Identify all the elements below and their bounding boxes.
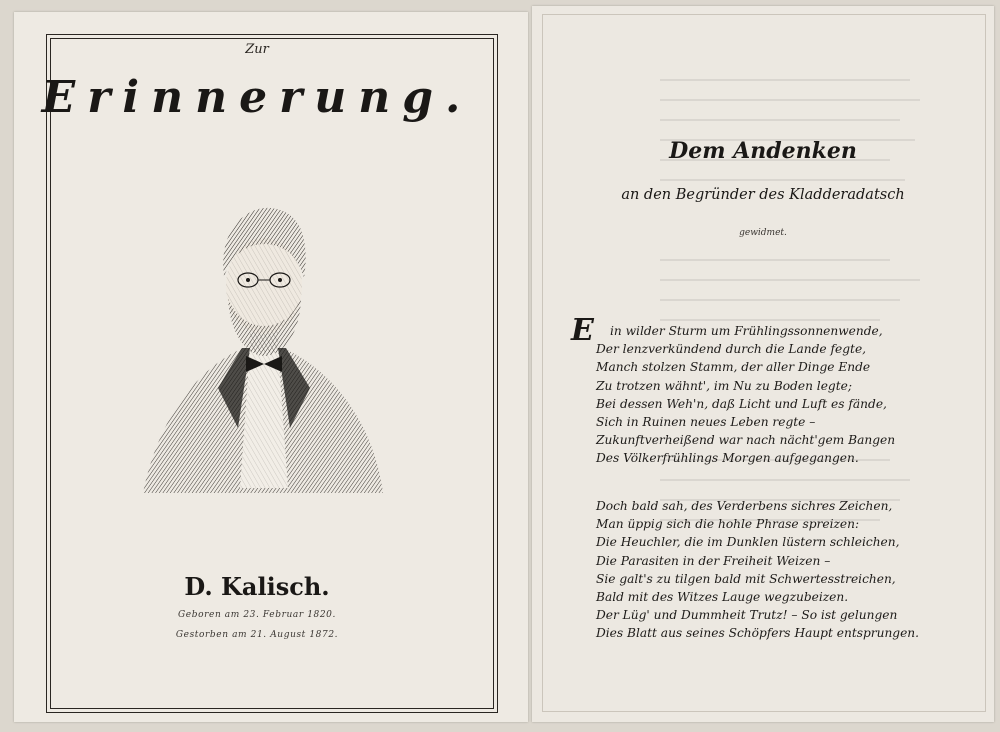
page-title: Erinnerung. xyxy=(41,72,473,123)
subject-name: D. Kalisch. xyxy=(184,572,330,601)
poem-line: in wilder Sturm um Frühlingssonnenwende, xyxy=(610,324,883,338)
poem-line: Manch stolzen Stamm, der aller Dinge Ende xyxy=(596,360,871,375)
poem-line: Zukunftverheißend war nach nächt'gem Bangen xyxy=(596,433,896,448)
poem-title: Dem Andenken xyxy=(669,138,857,164)
poem-line: Man üppig sich die hohle Phrase spreizen: xyxy=(596,517,860,532)
poem-line: Bald mit des Witzes Lauge wegzubeizen. xyxy=(596,590,849,605)
stanza-2 xyxy=(596,497,919,643)
poem-line: Der lenzverkündend durch die Lande fegte, xyxy=(596,342,867,357)
dedication-word: gewidmet. xyxy=(739,228,787,238)
poem-line: Sich in Ruinen neues Leben regte – xyxy=(596,415,816,430)
poem-line: Des Völkerfrühlings Morgen aufgegangen. xyxy=(596,451,859,466)
portrait-engraving xyxy=(138,188,388,523)
death-date: Gestorben am 21. August 1872. xyxy=(175,630,339,640)
poem-line: Doch bald sah, des Verderbens sichres Zeichen, xyxy=(596,499,893,513)
poem-line: Bei dessen Weh'n, daß Licht und Luft es fände, xyxy=(596,396,887,411)
stanza-1 xyxy=(596,322,895,468)
birth-date: Geboren am 23. Februar 1820. xyxy=(178,610,336,620)
poem-line: Die Heuchler, die im Dunklen lüstern schleichen, xyxy=(596,535,900,550)
title-prefix: Zur xyxy=(245,42,269,57)
poem-line: Die Parasiten in der Freiheit Weizen – xyxy=(596,553,831,568)
poem-line: Der Lüg' und Dummheit Trutz! – So ist gelungen xyxy=(596,608,898,623)
drop-cap: E xyxy=(571,313,594,348)
poem-line: Zu trotzen wähnt', im Nu zu Boden legte; xyxy=(596,378,852,393)
poem-line: Sie galt's zu tilgen bald mit Schwertesstreichen, xyxy=(596,571,896,586)
poem-subtitle: an den Begründer des Kladderadatsch xyxy=(621,187,905,203)
poem-line: Dies Blatt aus seines Schöpfers Haupt entsprungen. xyxy=(596,626,920,641)
